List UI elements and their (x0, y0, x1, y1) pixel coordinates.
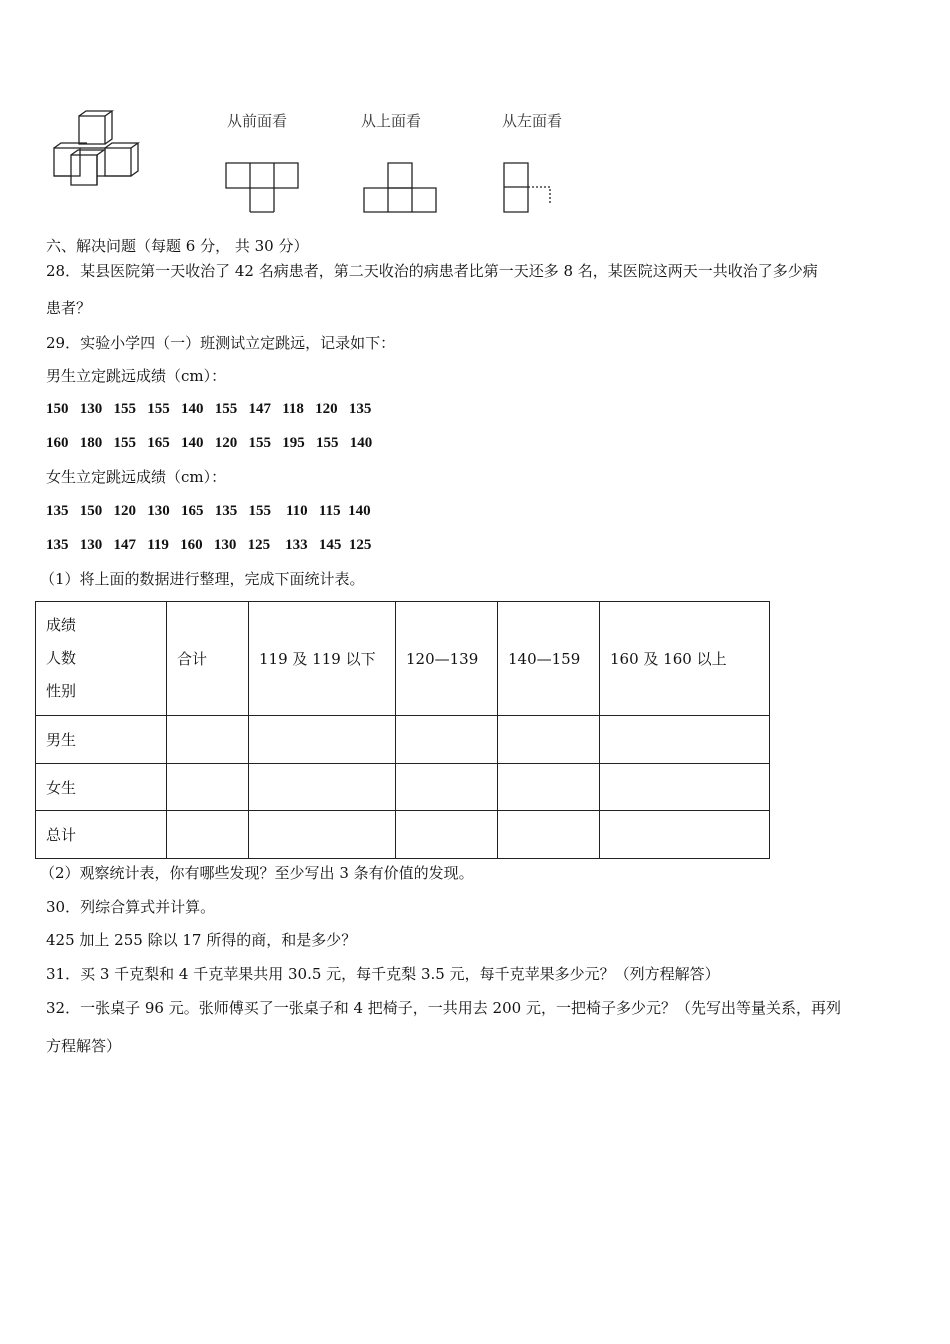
table-cell[interactable] (249, 811, 396, 859)
table-row (36, 764, 770, 811)
girls-label: 女生立定跳远成绩（cm）： (46, 468, 227, 486)
q30-expression: 425 加上 255 除以 17 所得的商，和是多少？ (46, 931, 357, 949)
table-cell[interactable] (396, 811, 498, 859)
q29-intro: 29．实验小学四（一）班测试立定跳远，记录如下： (46, 334, 396, 352)
header-range-2: 120—139 (396, 602, 498, 716)
table-cell[interactable] (600, 764, 770, 811)
boys-scores-row-1: 150 130 155 155 140 155 147 118 120 135 (46, 401, 372, 417)
header-range-3: 140—159 (498, 602, 600, 716)
statistics-table (35, 601, 770, 859)
row-label-total: 总计 (36, 811, 167, 859)
table-cell[interactable] (249, 764, 396, 811)
table-row (36, 716, 770, 764)
table-row (36, 811, 770, 859)
table-cell[interactable] (498, 716, 600, 764)
table-cell[interactable] (167, 764, 249, 811)
cube-stack-figure (50, 110, 150, 190)
q28-text: 28．某县医院第一天收治了 42 名病患者，第二天收治的病患者比第一天还多 8 名，某医院这两天一共收治了多少病 (46, 262, 818, 280)
table-cell[interactable] (167, 811, 249, 859)
table-cell[interactable] (498, 764, 600, 811)
q29-part1: （1）将上面的数据进行整理，完成下面统计表。 (40, 570, 365, 588)
q31-text: 31．买 3 千克梨和 4 千克苹果共用 30.5 元，每千克梨 3.5 元，每千克苹果多少元？（列方程解答） (46, 965, 720, 983)
header-range-1: 119 及 119 以下 (249, 602, 396, 716)
q30-text: 30．列综合算式并计算。 (46, 898, 216, 916)
front-view-label: 从前面看 (227, 112, 288, 130)
table-cell[interactable] (167, 716, 249, 764)
q32-text: 32．一张桌子 96 元。张师傅买了一张桌子和 4 把椅子，一共用去 200 元，一把椅子多少元？（先写出等量关系，再列 (46, 999, 841, 1017)
left-view-drawing (500, 160, 560, 215)
table-cell[interactable] (498, 811, 600, 859)
q28-text-cont: 患者？ (46, 299, 92, 317)
table-header-row (36, 602, 770, 716)
table-cell[interactable] (396, 764, 498, 811)
table-cell[interactable] (249, 716, 396, 764)
table-cell[interactable] (600, 811, 770, 859)
corner-label-count: 人数 (46, 649, 77, 667)
row-label-boys: 男生 (36, 716, 167, 764)
boys-scores-row-2: 160 180 155 165 140 120 155 195 155 140 (46, 435, 373, 451)
top-view-label: 从上面看 (361, 112, 422, 130)
section-title: 六、解决问题（每题 6 分， 共 30 分） (46, 237, 309, 255)
q29-part2: （2）观察统计表，你有哪些发现？至少写出 3 条有价值的发现。 (40, 864, 474, 882)
top-view-drawing (360, 160, 440, 215)
table-cell[interactable] (396, 716, 498, 764)
corner-label-gender: 性别 (46, 682, 77, 700)
girls-scores-row-2: 135 130 147 119 160 130 125 133 145 125 (46, 537, 372, 553)
q32-text-cont: 方程解答） (46, 1037, 122, 1055)
row-label-girls: 女生 (36, 764, 167, 811)
boys-label: 男生立定跳远成绩（cm）： (46, 367, 227, 385)
table-cell[interactable] (600, 716, 770, 764)
corner-label-score: 成绩 (46, 616, 77, 634)
front-view-drawing (222, 160, 302, 215)
left-view-label: 从左面看 (502, 112, 563, 130)
header-total: 合计 (167, 602, 249, 716)
corner-header-cell (36, 602, 167, 716)
header-range-4: 160 及 160 以上 (600, 602, 770, 716)
girls-scores-row-1: 135 150 120 130 165 135 155 110 115 140 (46, 503, 371, 519)
